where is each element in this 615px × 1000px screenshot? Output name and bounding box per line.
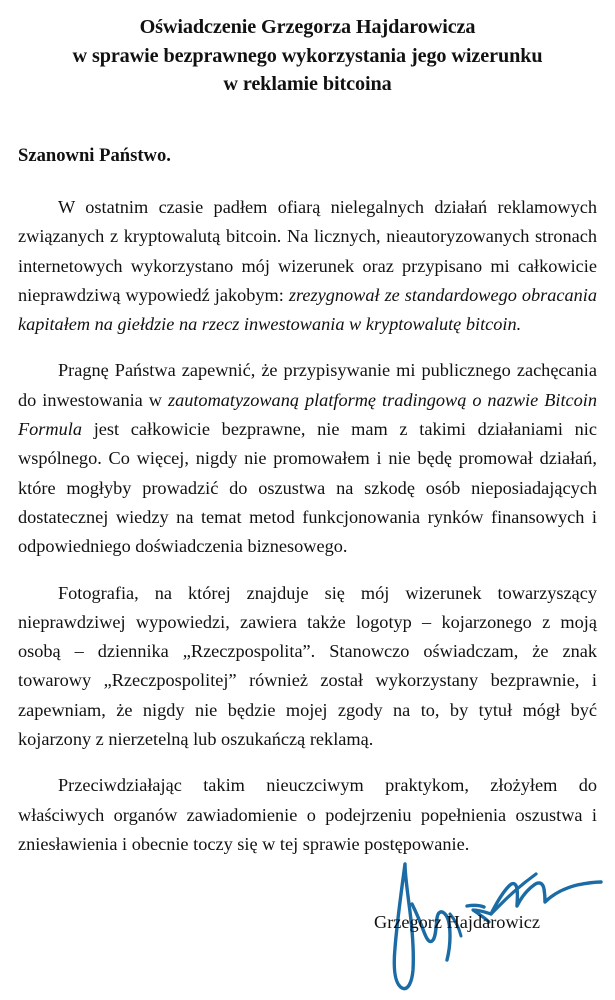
page-title-line-1: Oświadczenie Grzegorza Hajdarowicza — [139, 16, 476, 38]
text-run: Fotografia, na której znajduje się mój wizerunek towarzyszący nieprawdziwej wypowiedzi, zawiera także logotyp – kojarzonego z moją osobą – dziennika „Rzeczpospolita”. Stanowczo oświadczam, że znak towarowy „Rzeczpospolitej” również został wykorzystany bezprawnie, i zapewniam, że nigdy nie będzie mojej zgody na to, by tytuł mógł być kojarzony z nierzetelną lub oszukańczą reklamą. — [18, 582, 597, 750]
text-run: W ostatnim czasie padłem ofiarą nielegalnych działań reklamowych związanych z kryptowalutą bitcoin. Na licznych, nieautoryzowanych stronach internetowych wykorzystano mój wizerunek oraz przypisano mi całkowicie nieprawdziwą wypowiedź jakobym: — [18, 197, 597, 305]
page-title-line-3: w reklamie bitcoina — [223, 73, 392, 95]
emphasis-run: zrezygnował ze standardowego obracania kapitałem na giełdzie na rzecz inwestowania w kryptowalutę bitcoin. — [18, 284, 597, 335]
text-run: jest całkowicie bezprawne, nie mam z takimi działaniami nic wspólnego. Co więcej, nigdy nie promowałem i nie będę promował działań, które mogłyby prowadzić do oszustwa na szkodę osób nieposiadających dostatecznej wiedzy na temat metod funkcjonowania rynków finansowych i odpowiedniego doświadczenia biznesowego. — [18, 419, 597, 557]
paragraph-4 — [18, 771, 597, 859]
paragraph-3 — [18, 579, 597, 755]
page-title — [18, 13, 597, 99]
signature-block — [355, 852, 615, 1000]
paragraph-1 — [18, 193, 597, 339]
signer-name: Grzegorz Hajdarowicz — [374, 912, 540, 932]
text-run: Przeciwdziałając takim nieuczciwym praktykom, złożyłem do właściwych organów zawiadomienie o podejrzeniu popełnienia oszustwa i zniesławienia i obecnie toczy się w tej sprawie postępowanie. — [18, 775, 597, 854]
text-run: Pragnę Państwa zapewnić, że przypisywanie mi publicznego zachęcania do inwestowania w — [18, 360, 597, 410]
page-title-line-2: w sprawie bezprawnego wykorzystania jego wizerunku — [72, 44, 543, 67]
document-body — [18, 193, 597, 859]
paragraph-2 — [18, 356, 597, 561]
emphasis-run: zautomatyzowaną platformę tradingową o nazwie Bitcoin Formula — [18, 389, 597, 440]
salutation: Szanowni Państwo. — [18, 145, 171, 166]
